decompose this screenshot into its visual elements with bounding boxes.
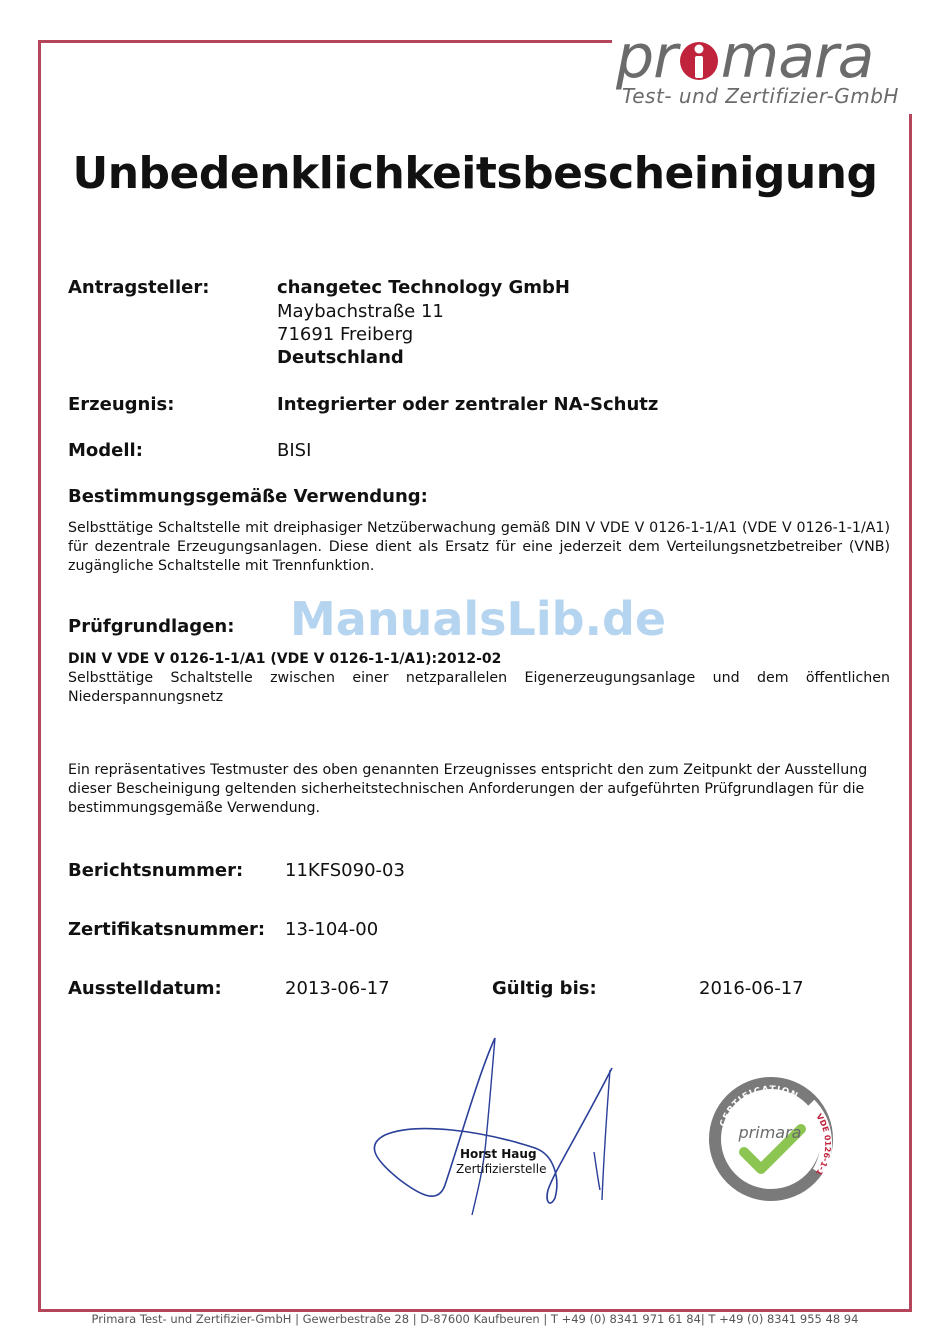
page-title: Unbedenklichkeitsbescheinigung xyxy=(72,148,878,199)
valid-value: 2016-06-17 xyxy=(699,978,804,999)
primara-logo xyxy=(616,22,934,114)
issue-value: 2013-06-17 xyxy=(285,978,390,999)
applicant-label: Antragsteller: xyxy=(68,277,210,298)
certification-seal-icon xyxy=(706,1074,836,1204)
applicant-street: Maybachstraße 11 xyxy=(277,301,444,322)
report-label: Berichtsnummer: xyxy=(68,860,244,881)
applicant-country: Deutschland xyxy=(277,347,404,368)
svg-text:CERTIFICATION: CERTIFICATION xyxy=(718,1084,800,1129)
test-basis-text: Selbsttätige Schaltstelle zwischen einer netzparallelen Eigenerzeugungsanlage und dem öffentlichen Niederspannungsnetz xyxy=(68,670,890,705)
test-basis-standard: DIN V VDE V 0126-1-1/A1 (VDE V 0126-1-1/A1):2012-02 xyxy=(68,651,502,667)
applicant-company: changetec Technology GmbH xyxy=(277,277,570,298)
logo-i-icon xyxy=(679,30,719,80)
svg-text:primara: primara xyxy=(738,1123,802,1142)
signature-image xyxy=(360,1030,630,1230)
watermark: ManualsLib.de xyxy=(290,592,667,646)
logo-subtitle: Test- und Zertifizier-GmbH xyxy=(622,84,899,108)
product-value: Integrierter oder zentraler NA-Schutz xyxy=(277,394,659,415)
intended-use-text: Selbsttätige Schaltstelle mit dreiphasiger Netzüberwachung gemäß DIN V VDE V 0126-1-1/A1 (VDE V 0126-1-1/A1) für dezentrale Erzeugungsanlagen. Diese dient als Ersatz für eine jederzeit dem Verteilungsnetzbetreiber (VNB) zugängliche Schaltstelle mit Trennfunktion. xyxy=(68,520,890,574)
signer-name: Horst Haug xyxy=(460,1147,537,1161)
logo-word xyxy=(616,22,873,92)
footer-address: Primara Test- und Zertifizier-GmbH | Gewerbestraße 28 | D-87600 Kaufbeuren | T +49 (0) 8341 971 61 84| T +49 (0) 8341 955 48 94 xyxy=(91,1312,859,1326)
report-value: 11KFS090-03 xyxy=(285,860,405,881)
signer-role: Zertifizierstelle xyxy=(456,1162,547,1176)
model-label: Modell: xyxy=(68,440,143,461)
issue-label: Ausstelldatum: xyxy=(68,978,222,999)
logo-word-right: mara xyxy=(720,22,874,92)
statement-text: Ein repräsentatives Testmuster des oben genannten Erzeugnisses entspricht den zum Zeitpunkt der Ausstellung dieser Bescheinigung geltenden sicherheitstechnischen Anforderungen der aufgeführten Prüfgrundlagen für die bestimmungsgemäße Verwendung. xyxy=(68,762,868,816)
model-value: BISI xyxy=(277,440,312,461)
product-label: Erzeugnis: xyxy=(68,394,175,415)
intended-use-label: Bestimmungsgemäße Verwendung: xyxy=(68,486,428,507)
applicant-city: 71691 Freiberg xyxy=(277,324,414,345)
svg-text:VDE 0126-1-1: VDE 0126-1-1 xyxy=(813,1112,833,1178)
logo-word-left: pr xyxy=(616,22,677,92)
test-basis-label: Prüfgrundlagen: xyxy=(68,616,235,637)
valid-label: Gültig bis: xyxy=(492,978,597,999)
certificate-value: 13-104-00 xyxy=(285,919,379,940)
certificate-label: Zertifikatsnummer: xyxy=(68,919,266,940)
